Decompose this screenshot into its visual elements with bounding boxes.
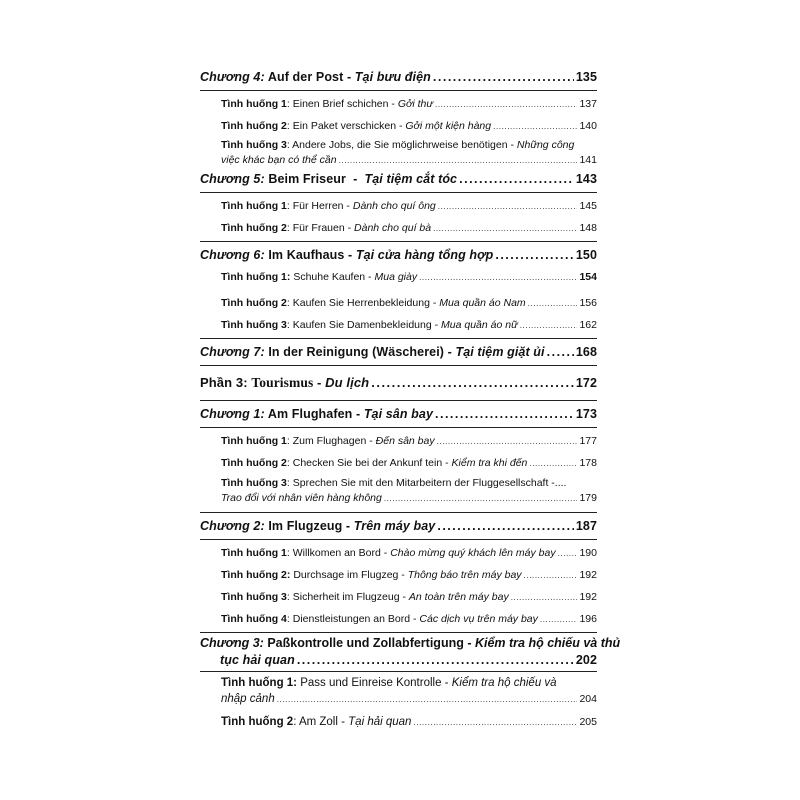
dot-leader xyxy=(529,453,577,474)
toc-p3-chapter-2[interactable] xyxy=(200,515,597,537)
divider xyxy=(200,632,597,633)
toc-p3-chapter-3-line1[interactable] xyxy=(200,635,621,652)
chapter-label: Chương 6: xyxy=(200,248,265,262)
situation-label: Tình huống 2 xyxy=(221,716,294,728)
chapter-label: Chương 3: xyxy=(200,636,264,650)
toc-situation-line1[interactable] xyxy=(200,477,597,490)
separator: - xyxy=(388,98,398,110)
toc-situation[interactable] xyxy=(200,542,597,564)
chapter-label: Chương 5: xyxy=(200,172,265,186)
divider xyxy=(200,427,597,428)
separator: - xyxy=(352,407,364,421)
situation-title-de: : Einen Brief schichen xyxy=(286,98,389,110)
toc-situation[interactable] xyxy=(200,93,597,115)
dot-leader xyxy=(540,609,578,630)
dot-leader xyxy=(419,267,577,288)
toc-situation[interactable] xyxy=(200,452,597,474)
situation-title-vi: Đến sân bay xyxy=(375,435,435,447)
toc-chapter-5[interactable] xyxy=(200,168,597,190)
page-number: 179 xyxy=(579,492,597,504)
page-number: 173 xyxy=(575,407,597,421)
separator: - xyxy=(337,716,349,728)
separator: - xyxy=(366,435,376,447)
situation-title-de: : Kaufen Sie Damenbekleidung xyxy=(286,319,432,331)
toc-situation[interactable] xyxy=(200,586,597,608)
dot-leader xyxy=(297,652,574,669)
separator: - xyxy=(343,200,353,212)
separator: - xyxy=(399,591,409,603)
divider xyxy=(200,512,597,513)
separator: - xyxy=(342,519,354,533)
separator: - xyxy=(507,139,517,151)
separator: - xyxy=(442,457,452,469)
separator: - xyxy=(365,271,375,283)
situation-title-vi: Dành cho quí bà xyxy=(354,222,432,234)
situation-title-vi-cont: nhập cảnh xyxy=(221,693,275,705)
situation-title-de: Schuhe Kaufen xyxy=(290,271,366,283)
chapter-title-de: Beim Friseur xyxy=(268,172,346,186)
separator: - xyxy=(429,297,440,309)
situation-label: Tình huống 2 xyxy=(221,222,287,234)
situation-title-vi: Mua quần áo nữ xyxy=(441,319,518,331)
situation-title-de: : Für Herren xyxy=(286,200,344,212)
situation-title-de: : Zum Flughagen xyxy=(286,435,367,447)
chapter-title-vi-cont: tục hải quan xyxy=(220,653,295,667)
divider xyxy=(200,241,597,242)
situation-label: Tình huống 4 xyxy=(221,613,287,625)
situation-title-de: : Sicherheit im Flugzeug xyxy=(286,591,400,603)
separator: - xyxy=(345,172,365,186)
page-number: 192 xyxy=(579,591,597,603)
chapter-title-vi: Trên máy bay xyxy=(353,519,436,533)
situation-label: Tình huống 3 xyxy=(221,139,287,151)
divider xyxy=(200,90,597,91)
divider xyxy=(200,338,597,339)
page-number: 172 xyxy=(575,376,597,390)
dot-leader xyxy=(437,515,574,537)
chapter-title-vi: Tại cửa hàng tổng hợp xyxy=(355,248,494,262)
situation-title-de: Durchsage im Flugzeg xyxy=(290,569,399,581)
chapter-title-vi: Tại bưu điện xyxy=(354,70,431,84)
situation-label: Tình huống 1 xyxy=(221,435,287,447)
part-title-de: Tourismus xyxy=(251,375,314,390)
page-number: 156 xyxy=(579,297,597,309)
divider xyxy=(200,539,597,540)
chapter-title-de: Paßkontrolle und Zollabfertigung xyxy=(267,636,464,650)
situation-title-de: Pass und Einreise Kontrolle xyxy=(297,677,442,689)
chapter-title-de: Am Flughafen xyxy=(267,407,353,421)
situation-title-de: : Andere Jobs, die Sie möglichrweise benötigen xyxy=(286,139,508,151)
situation-label: Tình huống 2 xyxy=(221,297,287,309)
separator: - xyxy=(463,636,475,650)
situation-title-vi: Dành cho quí ông xyxy=(352,200,436,212)
toc-situation[interactable] xyxy=(200,314,597,336)
page-number: 177 xyxy=(579,435,597,447)
situation-title-vi: Gởi thư xyxy=(397,98,433,110)
situation-title-de: : Ein Paket verschicken xyxy=(286,120,397,132)
separator: - xyxy=(441,677,452,689)
dot-leader xyxy=(433,218,577,239)
page-number: 162 xyxy=(579,319,597,331)
toc-situation-line2[interactable] xyxy=(200,152,597,168)
situation-title-vi-cont: việc khác bạn có thể cần xyxy=(221,154,337,166)
dot-leader xyxy=(547,341,574,363)
page-number: 143 xyxy=(575,172,597,186)
separator: - xyxy=(313,375,326,390)
page-number: 145 xyxy=(579,200,597,212)
toc-chapter-6[interactable] xyxy=(200,244,597,266)
chapter-label: Chương 1: xyxy=(200,407,265,421)
page-number: 187 xyxy=(575,519,597,533)
toc-p3-chapter-1[interactable] xyxy=(200,403,597,425)
page-number: 141 xyxy=(579,154,597,166)
page-number: 204 xyxy=(579,693,597,705)
dot-leader xyxy=(558,543,578,564)
dot-leader xyxy=(520,315,578,336)
situation-label: Tình huống 1 xyxy=(221,547,287,559)
situation-title-vi: Những công xyxy=(516,139,575,151)
toc-situation[interactable] xyxy=(200,292,597,314)
dot-leader xyxy=(459,168,574,190)
toc-situation[interactable] xyxy=(200,195,597,217)
toc-situation[interactable] xyxy=(200,608,597,630)
page-number: 140 xyxy=(579,120,597,132)
page-number: 150 xyxy=(575,248,597,262)
page-number: 135 xyxy=(575,70,597,84)
separator: - xyxy=(380,547,391,559)
divider xyxy=(200,192,597,193)
separator: - xyxy=(344,248,356,262)
dot-leader xyxy=(433,66,574,88)
situation-label: Tình huống 1: xyxy=(221,271,291,283)
dot-leader xyxy=(524,565,578,586)
situation-label: Tình huống 2 xyxy=(221,457,287,469)
chapter-title-vi: Tại sân bay xyxy=(363,407,433,421)
situation-title-de: : Willkomen an Bord xyxy=(286,547,381,559)
situation-label: Tình huống 2: xyxy=(221,569,291,581)
situation-title-vi: Tại hải quan xyxy=(348,716,412,728)
toc-situation-line2[interactable] xyxy=(200,490,597,506)
page-number: 178 xyxy=(579,457,597,469)
toc-chapter-7[interactable] xyxy=(200,341,597,363)
page-number: 196 xyxy=(579,613,597,625)
situation-label: Tình huống 3 xyxy=(221,319,287,331)
situation-label: Tình huống 3 xyxy=(221,477,287,489)
chapter-label: Chương 4: xyxy=(200,70,265,84)
separator: - xyxy=(344,222,355,234)
situation-title-de: : Checken Sie bei der Ankunf tein xyxy=(286,457,443,469)
toc-situation[interactable] xyxy=(200,266,597,288)
dot-leader xyxy=(413,712,577,733)
dot-leader xyxy=(435,403,574,425)
separator: - xyxy=(410,613,420,625)
page-number: 202 xyxy=(575,653,597,667)
situation-title-de: : Am Zoll xyxy=(293,716,338,728)
situation-title-vi: Thông báo trên máy bay xyxy=(407,569,522,581)
toc-part-3[interactable] xyxy=(200,372,597,394)
situation-title-vi-cont: Trao đổi với nhân viên hàng không xyxy=(221,492,382,504)
toc-situation-line2[interactable] xyxy=(200,691,597,707)
chapter-label: Chương 2: xyxy=(200,519,265,533)
part-label: Phần 3: xyxy=(200,375,248,390)
chapter-title-vi: Tại tiệm giặt ủi xyxy=(455,345,545,359)
dot-leader xyxy=(384,491,578,506)
toc-chapter-4[interactable] xyxy=(200,66,597,88)
toc-p3-chapter-3-line2[interactable] xyxy=(200,652,597,669)
dot-leader xyxy=(493,116,577,137)
toc-situation[interactable] xyxy=(200,711,597,733)
dot-leader xyxy=(511,587,578,608)
situation-title-de: : Dienstleistungen an Bord xyxy=(286,613,411,625)
page-number: 190 xyxy=(579,547,597,559)
toc-situation[interactable] xyxy=(200,564,597,586)
dot-leader xyxy=(495,244,573,266)
situation-label: Tình huống 2 xyxy=(221,120,287,132)
dot-leader xyxy=(437,431,578,452)
situation-title-vi: Gởi một kiện hàng xyxy=(405,120,492,132)
chapter-label: Chương 7: xyxy=(200,345,265,359)
toc-situation-line1[interactable] xyxy=(200,675,597,691)
dot-leader xyxy=(277,692,578,707)
chapter-title-de: Auf der Post xyxy=(267,70,344,84)
page-number: 148 xyxy=(579,222,597,234)
situation-title-vi: An toàn trên máy bay xyxy=(408,591,509,603)
toc-situation-line1[interactable] xyxy=(200,139,597,152)
page-number: 154 xyxy=(579,271,597,283)
situation-title-de: : Für Frauen xyxy=(286,222,345,234)
separator: - xyxy=(398,569,408,581)
situation-title-vi: Kiểm tra khi đến xyxy=(451,457,528,469)
table-of-contents xyxy=(200,66,621,733)
situation-title-vi: Các dịch vụ trên máy bay xyxy=(419,613,538,625)
chapter-title-de: Im Flugzeug xyxy=(268,519,343,533)
situation-label: Tình huống 1 xyxy=(221,200,287,212)
part-title-vi: Du lịch xyxy=(325,375,370,390)
situation-title-vi: Chào mừng quý khách lên máy bay xyxy=(390,547,556,559)
separator: - xyxy=(396,120,406,132)
chapter-title-de: In der Reinigung (Wäscherei) xyxy=(268,345,445,359)
separator: - xyxy=(431,319,442,331)
page-number: 192 xyxy=(579,569,597,581)
situation-title-de: : Sprechen Sie mit den Mitarbeitern der Fluggesellschaft -.... xyxy=(286,477,567,489)
divider xyxy=(200,400,597,401)
page-number: 137 xyxy=(579,98,597,110)
situation-label: Tình huống 1: xyxy=(221,677,298,689)
page-number: 168 xyxy=(575,345,597,359)
dot-leader xyxy=(438,196,578,217)
dot-leader xyxy=(371,372,574,394)
divider xyxy=(200,365,597,366)
situation-title-vi: Mua giày xyxy=(374,271,418,283)
situation-title-vi: Kiểm tra hộ chiếu và xyxy=(451,677,557,689)
dot-leader xyxy=(528,293,578,314)
situation-label: Tình huống 1 xyxy=(221,98,287,110)
situation-title-vi: Mua quần áo Nam xyxy=(439,297,526,309)
situation-label: Tình huống 3 xyxy=(221,591,287,603)
situation-title-de: : Kaufen Sie Herrenbekleidung xyxy=(286,297,430,309)
separator: - xyxy=(444,345,456,359)
separator: - xyxy=(343,70,355,84)
dot-leader xyxy=(435,94,577,115)
divider xyxy=(200,671,597,672)
toc-situation[interactable] xyxy=(200,217,597,239)
dot-leader xyxy=(339,153,578,168)
toc-situation[interactable] xyxy=(200,115,597,137)
chapter-title-de: Im Kaufhaus xyxy=(268,248,345,262)
chapter-title-vi: Tại tiệm cắt tóc xyxy=(364,172,458,186)
toc-situation[interactable] xyxy=(200,430,597,452)
page-number: 205 xyxy=(579,716,597,728)
chapter-title-vi: Kiểm tra hộ chiếu và thủ xyxy=(474,636,621,650)
